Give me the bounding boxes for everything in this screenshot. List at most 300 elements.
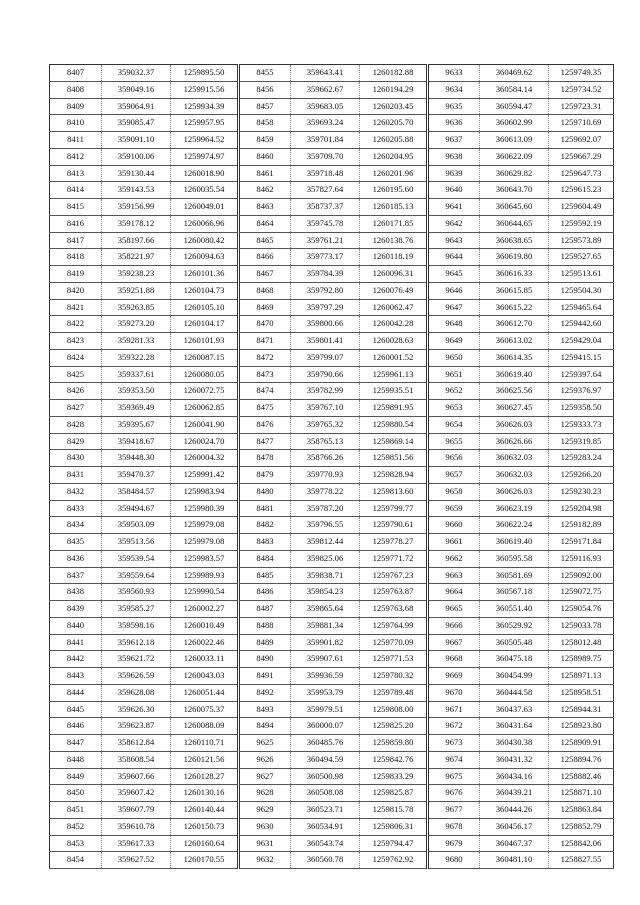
x-coordinate-cell: 359503.09 xyxy=(102,517,171,534)
table-row xyxy=(50,584,614,601)
x-coordinate-cell: 359448.30 xyxy=(102,450,171,467)
y-coordinate-cell: 1259771.53 xyxy=(360,651,428,668)
x-coordinate-cell: 359773.17 xyxy=(291,249,360,266)
point-number-cell: 8453 xyxy=(50,835,102,852)
point-number-cell: 8466 xyxy=(239,249,291,266)
x-coordinate-cell: 359238.23 xyxy=(102,266,171,283)
point-number-cell: 9632 xyxy=(239,852,291,869)
point-number-cell: 9668 xyxy=(428,651,480,668)
point-number-cell: 8421 xyxy=(50,299,102,316)
y-coordinate-cell: 1260033.11 xyxy=(171,651,239,668)
point-number-cell: 9657 xyxy=(428,467,480,484)
y-coordinate-cell: 1259266.20 xyxy=(549,467,614,484)
y-coordinate-cell: 1260072.75 xyxy=(171,383,239,400)
x-coordinate-cell: 359617.33 xyxy=(102,835,171,852)
table-row xyxy=(50,366,614,383)
y-coordinate-cell: 1259851.56 xyxy=(360,450,428,467)
y-coordinate-cell: 1260160.64 xyxy=(171,835,239,852)
point-number-cell: 9650 xyxy=(428,349,480,366)
point-number-cell: 8419 xyxy=(50,266,102,283)
y-coordinate-cell: 1259592.19 xyxy=(549,215,614,232)
table-row xyxy=(50,768,614,785)
x-coordinate-cell: 358765.13 xyxy=(291,433,360,450)
y-coordinate-cell: 1259092.00 xyxy=(549,567,614,584)
point-number-cell: 8426 xyxy=(50,383,102,400)
table-row xyxy=(50,718,614,735)
y-coordinate-cell: 1260002.27 xyxy=(171,601,239,618)
point-number-cell: 8423 xyxy=(50,333,102,350)
x-coordinate-cell: 359767.10 xyxy=(291,400,360,417)
x-coordinate-cell: 360622.09 xyxy=(480,148,549,165)
point-number-cell: 9645 xyxy=(428,266,480,283)
point-number-cell: 8431 xyxy=(50,467,102,484)
y-coordinate-cell: 1260018.90 xyxy=(171,165,239,182)
x-coordinate-cell: 358608.54 xyxy=(102,751,171,768)
y-coordinate-cell: 1259442.60 xyxy=(549,316,614,333)
y-coordinate-cell: 1259072.75 xyxy=(549,584,614,601)
table-row xyxy=(50,148,614,165)
y-coordinate-cell: 1260121.56 xyxy=(171,751,239,768)
x-coordinate-cell: 359032.37 xyxy=(102,65,171,82)
point-number-cell: 9648 xyxy=(428,316,480,333)
point-number-cell: 8456 xyxy=(239,81,291,98)
x-coordinate-cell: 359953.79 xyxy=(291,684,360,701)
x-coordinate-cell: 359621.72 xyxy=(102,651,171,668)
x-coordinate-cell: 359337.61 xyxy=(102,366,171,383)
x-coordinate-cell: 360638.65 xyxy=(480,232,549,249)
table-row xyxy=(50,232,614,249)
point-number-cell: 9649 xyxy=(428,333,480,350)
y-coordinate-cell: 1258871.10 xyxy=(549,785,614,802)
y-coordinate-cell: 1259734.52 xyxy=(549,81,614,98)
point-number-cell: 9640 xyxy=(428,182,480,199)
y-coordinate-cell: 1260043.03 xyxy=(171,668,239,685)
x-coordinate-cell: 360430.38 xyxy=(480,735,549,752)
point-number-cell: 8484 xyxy=(239,550,291,567)
y-coordinate-cell: 1260201.96 xyxy=(360,165,428,182)
x-coordinate-cell: 360612.70 xyxy=(480,316,549,333)
point-number-cell: 9675 xyxy=(428,768,480,785)
y-coordinate-cell: 1259358.50 xyxy=(549,400,614,417)
point-number-cell: 9666 xyxy=(428,617,480,634)
x-coordinate-cell: 359799.07 xyxy=(291,349,360,366)
y-coordinate-cell: 1258971.13 xyxy=(549,668,614,685)
x-coordinate-cell: 360431.32 xyxy=(480,751,549,768)
x-coordinate-cell: 360567.18 xyxy=(480,584,549,601)
y-coordinate-cell: 1259283.24 xyxy=(549,450,614,467)
x-coordinate-cell: 360645.60 xyxy=(480,199,549,216)
x-coordinate-cell: 359865.64 xyxy=(291,601,360,618)
table-row xyxy=(50,266,614,283)
point-number-cell: 8493 xyxy=(239,701,291,718)
x-coordinate-cell: 359251.88 xyxy=(102,282,171,299)
point-number-cell: 9656 xyxy=(428,450,480,467)
table-row xyxy=(50,282,614,299)
point-number-cell: 9677 xyxy=(428,802,480,819)
y-coordinate-cell: 1260042.28 xyxy=(360,316,428,333)
point-number-cell: 9639 xyxy=(428,165,480,182)
y-coordinate-cell: 1260104.73 xyxy=(171,282,239,299)
point-number-cell: 8494 xyxy=(239,718,291,735)
x-coordinate-cell: 359718.48 xyxy=(291,165,360,182)
x-coordinate-cell: 359607.66 xyxy=(102,768,171,785)
point-number-cell: 8490 xyxy=(239,651,291,668)
x-coordinate-cell: 360626.66 xyxy=(480,433,549,450)
x-coordinate-cell: 360615.22 xyxy=(480,299,549,316)
y-coordinate-cell: 1260118.19 xyxy=(360,249,428,266)
x-coordinate-cell: 359825.06 xyxy=(291,550,360,567)
point-number-cell: 9651 xyxy=(428,366,480,383)
x-coordinate-cell: 360615.85 xyxy=(480,282,549,299)
table-row xyxy=(50,567,614,584)
x-coordinate-cell: 359263.85 xyxy=(102,299,171,316)
y-coordinate-cell: 1260096.31 xyxy=(360,266,428,283)
table-row xyxy=(50,818,614,835)
x-coordinate-cell: 358737.37 xyxy=(291,199,360,216)
y-coordinate-cell: 1260101.93 xyxy=(171,333,239,350)
point-number-cell: 8410 xyxy=(50,115,102,132)
point-number-cell: 8465 xyxy=(239,232,291,249)
x-coordinate-cell: 360494.59 xyxy=(291,751,360,768)
point-number-cell: 9636 xyxy=(428,115,480,132)
y-coordinate-cell: 1260205.70 xyxy=(360,115,428,132)
x-coordinate-cell: 360444.58 xyxy=(480,684,549,701)
x-coordinate-cell: 359683.05 xyxy=(291,98,360,115)
y-coordinate-cell: 1259513.61 xyxy=(549,266,614,283)
table-row xyxy=(50,349,614,366)
y-coordinate-cell: 1260080.42 xyxy=(171,232,239,249)
x-coordinate-cell: 359787.20 xyxy=(291,500,360,517)
x-coordinate-cell: 360622.24 xyxy=(480,517,549,534)
y-coordinate-cell: 1260170.55 xyxy=(171,852,239,869)
point-number-cell: 8480 xyxy=(239,483,291,500)
point-number-cell: 9637 xyxy=(428,132,480,149)
x-coordinate-cell: 360594.47 xyxy=(480,98,549,115)
y-coordinate-cell: 1258882.46 xyxy=(549,768,614,785)
y-coordinate-cell: 1260185.13 xyxy=(360,199,428,216)
point-number-cell: 8425 xyxy=(50,366,102,383)
y-coordinate-cell: 1259573.89 xyxy=(549,232,614,249)
y-coordinate-cell: 1260171.85 xyxy=(360,215,428,232)
y-coordinate-cell: 1258944.31 xyxy=(549,701,614,718)
x-coordinate-cell: 360627.45 xyxy=(480,400,549,417)
point-number-cell: 9672 xyxy=(428,718,480,735)
x-coordinate-cell: 359626.59 xyxy=(102,668,171,685)
table-row xyxy=(50,835,614,852)
x-coordinate-cell: 359322.28 xyxy=(102,349,171,366)
table-row xyxy=(50,467,614,484)
point-number-cell: 9631 xyxy=(239,835,291,852)
point-number-cell: 9652 xyxy=(428,383,480,400)
y-coordinate-cell: 1260101.36 xyxy=(171,266,239,283)
x-coordinate-cell: 360619.40 xyxy=(480,366,549,383)
point-number-cell: 9633 xyxy=(428,65,480,82)
point-number-cell: 8467 xyxy=(239,266,291,283)
x-coordinate-cell: 359513.56 xyxy=(102,534,171,551)
y-coordinate-cell: 1259033.78 xyxy=(549,617,614,634)
y-coordinate-cell: 1258827.55 xyxy=(549,852,614,869)
y-coordinate-cell: 1259808.00 xyxy=(360,701,428,718)
y-coordinate-cell: 1259806.31 xyxy=(360,818,428,835)
y-coordinate-cell: 1258012.48 xyxy=(549,634,614,651)
point-number-cell: 8481 xyxy=(239,500,291,517)
y-coordinate-cell: 1259171.84 xyxy=(549,534,614,551)
x-coordinate-cell: 360534.91 xyxy=(291,818,360,835)
y-coordinate-cell: 1259989.93 xyxy=(171,567,239,584)
y-coordinate-cell: 1259979.08 xyxy=(171,517,239,534)
x-coordinate-cell: 358484.57 xyxy=(102,483,171,500)
point-number-cell: 8468 xyxy=(239,282,291,299)
point-number-cell: 8469 xyxy=(239,299,291,316)
point-number-cell: 8483 xyxy=(239,534,291,551)
table-row xyxy=(50,852,614,869)
x-coordinate-cell: 359130.44 xyxy=(102,165,171,182)
point-number-cell: 9626 xyxy=(239,751,291,768)
point-number-cell: 9635 xyxy=(428,98,480,115)
point-number-cell: 9661 xyxy=(428,534,480,551)
point-number-cell: 8457 xyxy=(239,98,291,115)
point-number-cell: 8430 xyxy=(50,450,102,467)
y-coordinate-cell: 1259667.29 xyxy=(549,148,614,165)
point-number-cell: 8477 xyxy=(239,433,291,450)
y-coordinate-cell: 1259182.89 xyxy=(549,517,614,534)
point-number-cell: 9670 xyxy=(428,684,480,701)
y-coordinate-cell: 1259983.57 xyxy=(171,550,239,567)
x-coordinate-cell: 359156.99 xyxy=(102,199,171,216)
x-coordinate-cell: 360551.40 xyxy=(480,601,549,618)
x-coordinate-cell: 359607.79 xyxy=(102,802,171,819)
x-coordinate-cell: 359797.29 xyxy=(291,299,360,316)
point-number-cell: 9663 xyxy=(428,567,480,584)
x-coordinate-cell: 360454.99 xyxy=(480,668,549,685)
point-number-cell: 8476 xyxy=(239,416,291,433)
x-coordinate-cell: 359395.67 xyxy=(102,416,171,433)
y-coordinate-cell: 1260110.71 xyxy=(171,735,239,752)
x-coordinate-cell: 360456.17 xyxy=(480,818,549,835)
x-coordinate-cell: 357827.64 xyxy=(291,182,360,199)
x-coordinate-cell: 360481.10 xyxy=(480,852,549,869)
x-coordinate-cell: 360444.26 xyxy=(480,802,549,819)
x-coordinate-cell: 360619.40 xyxy=(480,534,549,551)
y-coordinate-cell: 1259116.93 xyxy=(549,550,614,567)
y-coordinate-cell: 1259859.80 xyxy=(360,735,428,752)
x-coordinate-cell: 359854.23 xyxy=(291,584,360,601)
table-row xyxy=(50,802,614,819)
point-number-cell: 8432 xyxy=(50,483,102,500)
table-row xyxy=(50,550,614,567)
y-coordinate-cell: 1260105.10 xyxy=(171,299,239,316)
table-body xyxy=(50,65,614,869)
x-coordinate-cell: 360560.78 xyxy=(291,852,360,869)
x-coordinate-cell: 359782.99 xyxy=(291,383,360,400)
x-coordinate-cell: 359761.21 xyxy=(291,232,360,249)
point-number-cell: 8488 xyxy=(239,617,291,634)
y-coordinate-cell: 1260041.90 xyxy=(171,416,239,433)
x-coordinate-cell: 360500.98 xyxy=(291,768,360,785)
coordinate-table-page xyxy=(49,64,613,869)
table-row xyxy=(50,182,614,199)
point-number-cell: 9653 xyxy=(428,400,480,417)
y-coordinate-cell: 1259762.92 xyxy=(360,852,428,869)
y-coordinate-cell: 1260203.45 xyxy=(360,98,428,115)
point-number-cell: 8416 xyxy=(50,215,102,232)
x-coordinate-cell: 359049.16 xyxy=(102,81,171,98)
x-coordinate-cell: 359369.49 xyxy=(102,400,171,417)
x-coordinate-cell: 360625.56 xyxy=(480,383,549,400)
point-number-cell: 8486 xyxy=(239,584,291,601)
point-number-cell: 8420 xyxy=(50,282,102,299)
point-number-cell: 8475 xyxy=(239,400,291,417)
table-row xyxy=(50,500,614,517)
y-coordinate-cell: 1259429.04 xyxy=(549,333,614,350)
point-number-cell: 8463 xyxy=(239,199,291,216)
table-row xyxy=(50,115,614,132)
x-coordinate-cell: 360529.92 xyxy=(480,617,549,634)
point-number-cell: 9669 xyxy=(428,668,480,685)
point-number-cell: 9654 xyxy=(428,416,480,433)
y-coordinate-cell: 1260080.05 xyxy=(171,366,239,383)
y-coordinate-cell: 1260140.44 xyxy=(171,802,239,819)
point-number-cell: 8434 xyxy=(50,517,102,534)
x-coordinate-cell: 359838.71 xyxy=(291,567,360,584)
point-number-cell: 8448 xyxy=(50,751,102,768)
point-number-cell: 9664 xyxy=(428,584,480,601)
y-coordinate-cell: 1259767.23 xyxy=(360,567,428,584)
table-row xyxy=(50,701,614,718)
x-coordinate-cell: 359273.20 xyxy=(102,316,171,333)
y-coordinate-cell: 1259980.39 xyxy=(171,500,239,517)
x-coordinate-cell: 360626.03 xyxy=(480,483,549,500)
y-coordinate-cell: 1260194.29 xyxy=(360,81,428,98)
point-number-cell: 9665 xyxy=(428,601,480,618)
x-coordinate-cell: 360000.07 xyxy=(291,718,360,735)
y-coordinate-cell: 1260076.49 xyxy=(360,282,428,299)
y-coordinate-cell: 1260204.95 xyxy=(360,148,428,165)
point-number-cell: 8415 xyxy=(50,199,102,216)
x-coordinate-cell: 359701.84 xyxy=(291,132,360,149)
table-row xyxy=(50,483,614,500)
y-coordinate-cell: 1259764.99 xyxy=(360,617,428,634)
y-coordinate-cell: 1259780.32 xyxy=(360,668,428,685)
x-coordinate-cell: 360485.76 xyxy=(291,735,360,752)
y-coordinate-cell: 1259504.30 xyxy=(549,282,614,299)
x-coordinate-cell: 359598.16 xyxy=(102,617,171,634)
point-number-cell: 9673 xyxy=(428,735,480,752)
point-number-cell: 8414 xyxy=(50,182,102,199)
y-coordinate-cell: 1260028.63 xyxy=(360,333,428,350)
point-number-cell: 9644 xyxy=(428,249,480,266)
y-coordinate-cell: 1259230.23 xyxy=(549,483,614,500)
x-coordinate-cell: 359064.91 xyxy=(102,98,171,115)
point-number-cell: 9642 xyxy=(428,215,480,232)
y-coordinate-cell: 1260205.88 xyxy=(360,132,428,149)
y-coordinate-cell: 1259749.35 xyxy=(549,65,614,82)
x-coordinate-cell: 359281.33 xyxy=(102,333,171,350)
x-coordinate-cell: 360614.35 xyxy=(480,349,549,366)
point-number-cell: 8444 xyxy=(50,684,102,701)
x-coordinate-cell: 360523.71 xyxy=(291,802,360,819)
y-coordinate-cell: 1260150.73 xyxy=(171,818,239,835)
x-coordinate-cell: 360434.16 xyxy=(480,768,549,785)
y-coordinate-cell: 1260022.46 xyxy=(171,634,239,651)
x-coordinate-cell: 359607.42 xyxy=(102,785,171,802)
table-row xyxy=(50,98,614,115)
table-row xyxy=(50,517,614,534)
x-coordinate-cell: 360437.63 xyxy=(480,701,549,718)
x-coordinate-cell: 359560.93 xyxy=(102,584,171,601)
y-coordinate-cell: 1260062.47 xyxy=(360,299,428,316)
y-coordinate-cell: 1259527.65 xyxy=(549,249,614,266)
x-coordinate-cell: 359812.44 xyxy=(291,534,360,551)
point-number-cell: 8473 xyxy=(239,366,291,383)
x-coordinate-cell: 359539.54 xyxy=(102,550,171,567)
point-number-cell: 8418 xyxy=(50,249,102,266)
point-number-cell: 9634 xyxy=(428,81,480,98)
x-coordinate-cell: 360626.03 xyxy=(480,416,549,433)
y-coordinate-cell: 1259979.08 xyxy=(171,534,239,551)
point-number-cell: 8458 xyxy=(239,115,291,132)
x-coordinate-cell: 360602.99 xyxy=(480,115,549,132)
x-coordinate-cell: 359418.67 xyxy=(102,433,171,450)
x-coordinate-cell: 360584.14 xyxy=(480,81,549,98)
point-number-cell: 8460 xyxy=(239,148,291,165)
point-number-cell: 8424 xyxy=(50,349,102,366)
point-number-cell: 8428 xyxy=(50,416,102,433)
y-coordinate-cell: 1260094.63 xyxy=(171,249,239,266)
point-number-cell: 9667 xyxy=(428,634,480,651)
x-coordinate-cell: 359085.47 xyxy=(102,115,171,132)
y-coordinate-cell: 1258852.79 xyxy=(549,818,614,835)
point-number-cell: 8437 xyxy=(50,567,102,584)
y-coordinate-cell: 1258894.76 xyxy=(549,751,614,768)
point-number-cell: 8491 xyxy=(239,668,291,685)
table-row xyxy=(50,617,614,634)
y-coordinate-cell: 1259692.07 xyxy=(549,132,614,149)
point-number-cell: 9629 xyxy=(239,802,291,819)
y-coordinate-cell: 1259763.68 xyxy=(360,601,428,618)
x-coordinate-cell: 360469.62 xyxy=(480,65,549,82)
y-coordinate-cell: 1259842.76 xyxy=(360,751,428,768)
coordinate-table xyxy=(49,64,614,869)
y-coordinate-cell: 1260088.09 xyxy=(171,718,239,735)
y-coordinate-cell: 1259815.78 xyxy=(360,802,428,819)
x-coordinate-cell: 359784.39 xyxy=(291,266,360,283)
x-coordinate-cell: 358221.97 xyxy=(102,249,171,266)
y-coordinate-cell: 1260195.60 xyxy=(360,182,428,199)
point-number-cell: 8412 xyxy=(50,148,102,165)
y-coordinate-cell: 1259465.64 xyxy=(549,299,614,316)
table-row xyxy=(50,684,614,701)
point-number-cell: 9676 xyxy=(428,785,480,802)
y-coordinate-cell: 1259615.23 xyxy=(549,182,614,199)
x-coordinate-cell: 359901.82 xyxy=(291,634,360,651)
x-coordinate-cell: 359628.08 xyxy=(102,684,171,701)
point-number-cell: 9625 xyxy=(239,735,291,752)
table-row xyxy=(50,601,614,618)
y-coordinate-cell: 1259895.50 xyxy=(171,65,239,82)
point-number-cell: 8478 xyxy=(239,450,291,467)
table-row xyxy=(50,634,614,651)
x-coordinate-cell: 360613.02 xyxy=(480,333,549,350)
point-number-cell: 9638 xyxy=(428,148,480,165)
x-coordinate-cell: 360643.70 xyxy=(480,182,549,199)
point-number-cell: 8408 xyxy=(50,81,102,98)
point-number-cell: 8459 xyxy=(239,132,291,149)
point-number-cell: 8407 xyxy=(50,65,102,82)
y-coordinate-cell: 1260130.16 xyxy=(171,785,239,802)
point-number-cell: 8435 xyxy=(50,534,102,551)
y-coordinate-cell: 1260066.96 xyxy=(171,215,239,232)
